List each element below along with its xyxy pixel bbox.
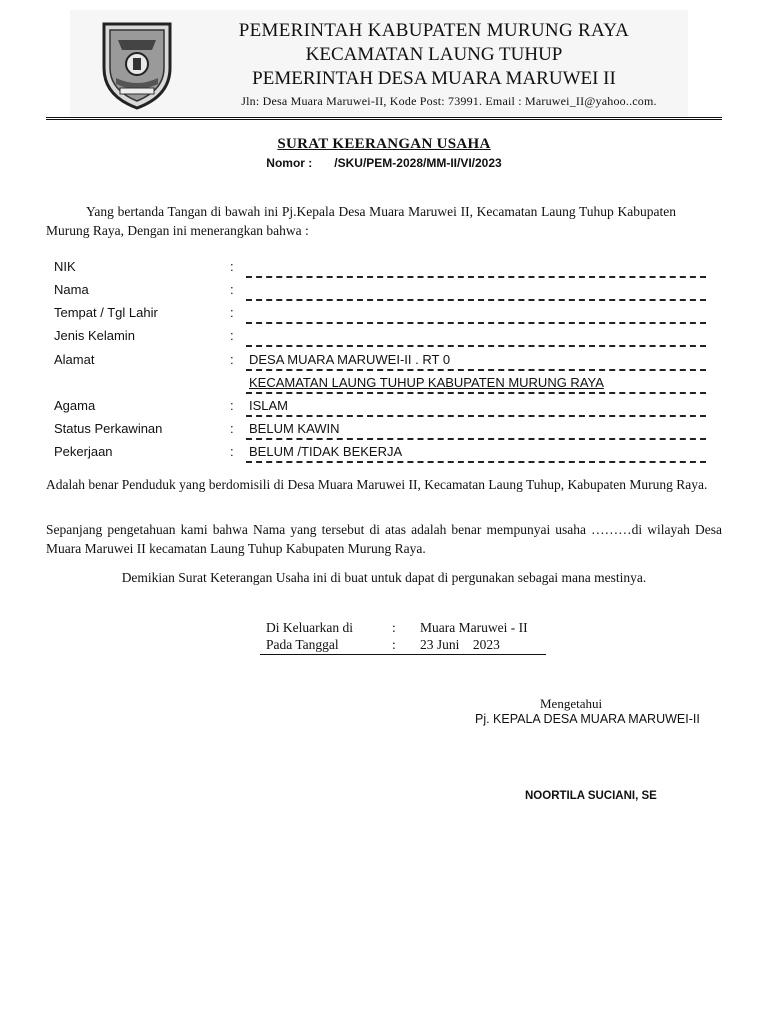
field-value: BELUM KAWIN bbox=[249, 421, 340, 436]
letterhead-divider bbox=[46, 117, 722, 120]
field-blank-line bbox=[246, 259, 706, 278]
issued-block bbox=[260, 620, 546, 654]
field-value: ISLAM bbox=[249, 398, 289, 413]
field-label: Nama bbox=[54, 282, 89, 297]
field-value: KECAMATAN LAUNG TUHUP KABUPATEN MURUNG RAYA bbox=[249, 375, 604, 390]
letterhead-regency: PEMERINTAH KABUPATEN MURUNG RAYA bbox=[238, 20, 630, 41]
residency-paragraph: Adalah benar Penduduk yang berdomisili di Desa Muara Maruwei II, Kecamatan Laung Tuhup, Kabupaten Murung Raya. bbox=[46, 477, 708, 492]
field-value: BELUM /TIDAK BEKERJA bbox=[249, 444, 403, 459]
issued-underline bbox=[260, 654, 546, 655]
acknowledged-label: Mengetahui bbox=[540, 696, 603, 711]
field-nik bbox=[54, 259, 714, 281]
closing-paragraph: Demikian Surat Keterangan Usaha ini di buat untuk dapat di pergunakan sebagai mana mestinya. bbox=[121, 570, 647, 585]
field-label: Jenis Kelamin bbox=[54, 328, 135, 343]
letterhead-district: KECAMATAN LAUNG TUHUP bbox=[305, 44, 563, 65]
signer-position: Pj. KEPALA DESA MUARA MARUWEI-II bbox=[475, 712, 700, 726]
field-colon: : bbox=[230, 398, 234, 413]
field-blank-line bbox=[246, 282, 706, 301]
field-label: Pekerjaan bbox=[54, 444, 113, 459]
field-label: Agama bbox=[54, 398, 96, 413]
letterhead-address: Jln: Desa Muara Maruwei-II, Kode Post: 73991. Email : Maruwei_II@yahoo..com. bbox=[241, 94, 657, 108]
issued-colon: : bbox=[392, 637, 396, 652]
field-nama bbox=[54, 282, 714, 304]
field-colon: : bbox=[230, 259, 234, 274]
field-blank-line bbox=[246, 328, 706, 347]
letterhead-village: PEMERINTAH DESA MUARA MARUWEI II bbox=[252, 68, 616, 89]
field-gender bbox=[54, 328, 714, 350]
field-blank-line bbox=[246, 305, 706, 324]
field-label: Status Perkawinan bbox=[54, 421, 163, 436]
document-title: SURAT KEERANGAN USAHA bbox=[277, 136, 491, 152]
issued-place-row bbox=[260, 620, 546, 637]
document-number-value: /SKU/PEM-2028/MM-II/VI/2023 bbox=[334, 156, 502, 170]
business-paragraph: Sepanjang pengetahuan kami bahwa Nama yang tersebut di atas adalah benar mempunyai usaha ………di wilayah Desa Muara Maruwei II kecamatan Laung Tuhup Kabupaten Murung Raya. bbox=[46, 522, 722, 556]
issued-place-label: Di Keluarkan di bbox=[266, 620, 353, 635]
field-address-line2 bbox=[54, 375, 714, 397]
document-number bbox=[0, 156, 768, 170]
field-marital-status bbox=[54, 421, 714, 443]
field-label: NIK bbox=[54, 259, 76, 274]
signer-name: NOORTILA SUCIANI, SE bbox=[525, 790, 657, 802]
field-religion bbox=[54, 398, 714, 420]
field-birth bbox=[54, 305, 714, 327]
document-number-label: Nomor : bbox=[266, 156, 313, 170]
field-colon: : bbox=[230, 444, 234, 459]
field-colon: : bbox=[230, 328, 234, 343]
field-occupation bbox=[54, 444, 714, 466]
issued-colon: : bbox=[392, 620, 396, 635]
issued-date-label: Pada Tanggal bbox=[266, 637, 339, 652]
field-colon: : bbox=[230, 282, 234, 297]
field-colon: : bbox=[230, 352, 234, 367]
field-blank-line bbox=[246, 398, 706, 417]
issued-place-value: Muara Maruwei - II bbox=[420, 620, 528, 635]
field-label: Alamat bbox=[54, 352, 95, 367]
field-label: Tempat / Tgl Lahir bbox=[54, 305, 158, 320]
field-colon: : bbox=[230, 305, 234, 320]
opening-paragraph: Yang bertanda Tangan di bawah ini Pj.Kepala Desa Muara Maruwei II, Kecamatan Laung Tuhup Kabupaten Murung Raya, Dengan ini menerangkan bahwa : bbox=[46, 204, 676, 238]
field-value: DESA MUARA MARUWEI-II . RT 0 bbox=[249, 352, 451, 367]
letterhead bbox=[70, 10, 688, 116]
field-colon: : bbox=[230, 421, 234, 436]
issued-date-value: 23 Juni 2023 bbox=[420, 637, 500, 652]
issued-date-row bbox=[260, 637, 546, 654]
field-address bbox=[54, 352, 714, 374]
